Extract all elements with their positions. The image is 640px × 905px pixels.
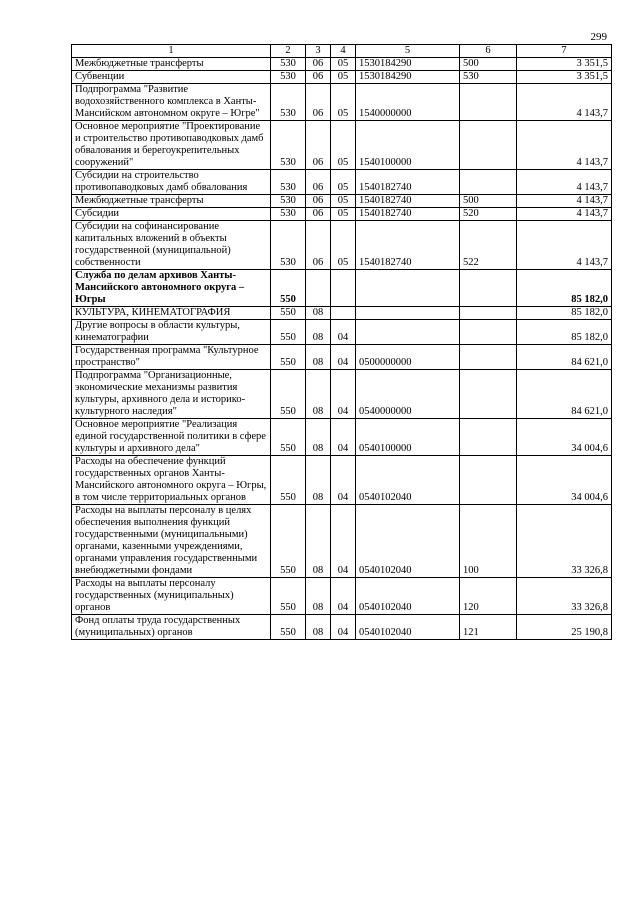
row-vr-cell: 100	[460, 505, 517, 578]
row-gr-cell: 530	[271, 195, 306, 208]
table-row	[72, 456, 612, 505]
row-sum-cell: 34 004,6	[517, 419, 612, 456]
column-header: 2	[271, 45, 306, 58]
column-header: 3	[306, 45, 331, 58]
row-sum-cell: 33 326,8	[517, 578, 612, 615]
row-rz-cell: 08	[306, 615, 331, 640]
row-name-cell: Межбюджетные трансферты	[72, 195, 271, 208]
row-gr-cell: 550	[271, 270, 306, 307]
table-row	[72, 615, 612, 640]
row-vr-cell	[460, 419, 517, 456]
column-header: 4	[331, 45, 356, 58]
row-vr-cell: 522	[460, 221, 517, 270]
row-rz-cell: 08	[306, 505, 331, 578]
row-pr-cell: 05	[331, 121, 356, 170]
row-gr-cell: 550	[271, 505, 306, 578]
row-csr-cell: 0500000000	[356, 345, 460, 370]
row-pr-cell: 04	[331, 456, 356, 505]
row-name-cell: Субсидии на софинансирование капитальных вложений в объекты государственной (муниципальной) собственности	[72, 221, 271, 270]
row-sum-cell: 4 143,7	[517, 208, 612, 221]
row-pr-cell: 05	[331, 221, 356, 270]
row-rz-cell: 06	[306, 58, 331, 71]
row-rz-cell: 06	[306, 71, 331, 84]
table-row	[72, 84, 612, 121]
row-name-cell: Фонд оплаты труда государственных (муниципальных) органов	[72, 615, 271, 640]
row-gr-cell: 530	[271, 71, 306, 84]
row-name-cell: Другие вопросы в области культуры, кинематографии	[72, 320, 271, 345]
table-row	[72, 195, 612, 208]
table-row	[72, 345, 612, 370]
row-name-cell: Расходы на выплаты персоналу в целях обеспечения выполнения функций государственными (муниципальными) органами, казенными учреждениями, органами управления государственными внебюджетными фондами	[72, 505, 271, 578]
row-sum-cell: 34 004,6	[517, 456, 612, 505]
row-vr-cell	[460, 121, 517, 170]
row-csr-cell: 0540102040	[356, 578, 460, 615]
row-vr-cell: 500	[460, 58, 517, 71]
row-csr-cell: 1540182740	[356, 208, 460, 221]
row-csr-cell: 0540000000	[356, 370, 460, 419]
row-csr-cell: 1540182740	[356, 170, 460, 195]
row-csr-cell	[356, 270, 460, 307]
row-gr-cell: 550	[271, 345, 306, 370]
row-sum-cell: 3 351,5	[517, 71, 612, 84]
row-csr-cell: 1530184290	[356, 71, 460, 84]
table-row	[72, 505, 612, 578]
row-rz-cell: 08	[306, 456, 331, 505]
row-name-cell: Подпрограмма "Развитие водохозяйственного комплекса в Ханты-Мансийском автономном округе – Югре"	[72, 84, 271, 121]
row-pr-cell: 05	[331, 71, 356, 84]
row-vr-cell	[460, 320, 517, 345]
row-pr-cell: 05	[331, 208, 356, 221]
row-rz-cell: 06	[306, 170, 331, 195]
row-rz-cell	[306, 270, 331, 307]
row-sum-cell: 84 621,0	[517, 345, 612, 370]
row-vr-cell	[460, 170, 517, 195]
row-vr-cell	[460, 345, 517, 370]
row-sum-cell: 33 326,8	[517, 505, 612, 578]
row-rz-cell: 08	[306, 307, 331, 320]
row-gr-cell: 550	[271, 615, 306, 640]
row-vr-cell: 530	[460, 71, 517, 84]
column-header: 6	[460, 45, 517, 58]
row-sum-cell: 4 143,7	[517, 170, 612, 195]
row-pr-cell: 05	[331, 84, 356, 121]
row-sum-cell: 85 182,0	[517, 307, 612, 320]
table-row	[72, 320, 612, 345]
column-header: 7	[517, 45, 612, 58]
row-pr-cell: 04	[331, 578, 356, 615]
table-row	[72, 307, 612, 320]
row-vr-cell: 121	[460, 615, 517, 640]
row-csr-cell: 1540000000	[356, 84, 460, 121]
row-rz-cell: 08	[306, 320, 331, 345]
row-pr-cell: 04	[331, 419, 356, 456]
row-csr-cell: 0540102040	[356, 505, 460, 578]
row-csr-cell: 1540182740	[356, 195, 460, 208]
row-name-cell: Субсидии	[72, 208, 271, 221]
row-sum-cell: 3 351,5	[517, 58, 612, 71]
row-name-cell: КУЛЬТУРА, КИНЕМАТОГРАФИЯ	[72, 307, 271, 320]
row-vr-cell	[460, 307, 517, 320]
row-name-cell: Государственная программа "Культурное пространство"	[72, 345, 271, 370]
row-rz-cell: 08	[306, 419, 331, 456]
row-csr-cell: 1540182740	[356, 221, 460, 270]
table-row	[72, 370, 612, 419]
row-name-cell: Межбюджетные трансферты	[72, 58, 271, 71]
row-gr-cell: 550	[271, 320, 306, 345]
table-row	[72, 121, 612, 170]
row-name-cell: Служба по делам архивов Ханты-Мансийского автономного округа – Югры	[72, 270, 271, 307]
row-rz-cell: 08	[306, 370, 331, 419]
row-gr-cell: 550	[271, 370, 306, 419]
row-name-cell: Подпрограмма "Организационные, экономические механизмы развития культуры, архивного дела и историко-культурного наследия"	[72, 370, 271, 419]
row-pr-cell: 04	[331, 345, 356, 370]
table-row	[72, 270, 612, 307]
table-row	[72, 208, 612, 221]
row-sum-cell: 4 143,7	[517, 221, 612, 270]
table-row	[72, 578, 612, 615]
row-sum-cell: 85 182,0	[517, 320, 612, 345]
row-csr-cell: 0540102040	[356, 456, 460, 505]
row-gr-cell: 530	[271, 84, 306, 121]
row-pr-cell: 05	[331, 58, 356, 71]
row-pr-cell: 04	[331, 615, 356, 640]
page-number: 299	[590, 31, 607, 43]
row-rz-cell: 06	[306, 195, 331, 208]
row-csr-cell: 1540100000	[356, 121, 460, 170]
row-csr-cell: 1530184290	[356, 58, 460, 71]
row-gr-cell: 530	[271, 58, 306, 71]
row-name-cell: Основное мероприятие "Проектирование и строительство противопаводковых дамб обвалования и берегоукрепительных сооружений"	[72, 121, 271, 170]
row-name-cell: Субсидии на строительство противопаводковых дамб обвалования	[72, 170, 271, 195]
row-vr-cell	[460, 270, 517, 307]
row-pr-cell: 04	[331, 320, 356, 345]
row-rz-cell: 08	[306, 578, 331, 615]
table-row	[72, 221, 612, 270]
row-rz-cell: 08	[306, 345, 331, 370]
column-header: 1	[72, 45, 271, 58]
table-row	[72, 58, 612, 71]
row-sum-cell: 84 621,0	[517, 370, 612, 419]
row-gr-cell: 530	[271, 170, 306, 195]
row-csr-cell	[356, 307, 460, 320]
row-vr-cell	[460, 456, 517, 505]
row-sum-cell: 25 190,8	[517, 615, 612, 640]
table-row	[72, 170, 612, 195]
row-rz-cell: 06	[306, 208, 331, 221]
row-gr-cell: 550	[271, 456, 306, 505]
row-pr-cell	[331, 307, 356, 320]
row-vr-cell: 500	[460, 195, 517, 208]
row-name-cell: Субвенции	[72, 71, 271, 84]
row-rz-cell: 06	[306, 84, 331, 121]
row-pr-cell: 05	[331, 195, 356, 208]
row-pr-cell: 04	[331, 370, 356, 419]
row-rz-cell: 06	[306, 221, 331, 270]
row-pr-cell	[331, 270, 356, 307]
row-gr-cell: 550	[271, 578, 306, 615]
row-vr-cell: 120	[460, 578, 517, 615]
row-name-cell: Основное мероприятие "Реализация единой государственной политики в сфере культуры и архивного дела"	[72, 419, 271, 456]
row-name-cell: Расходы на выплаты персоналу государственных (муниципальных) органов	[72, 578, 271, 615]
row-csr-cell	[356, 320, 460, 345]
row-gr-cell: 550	[271, 419, 306, 456]
row-vr-cell	[460, 84, 517, 121]
row-gr-cell: 530	[271, 121, 306, 170]
budget-table	[71, 44, 612, 640]
row-vr-cell	[460, 370, 517, 419]
column-header: 5	[356, 45, 460, 58]
row-rz-cell: 06	[306, 121, 331, 170]
row-pr-cell: 05	[331, 170, 356, 195]
row-csr-cell: 0540102040	[356, 615, 460, 640]
row-pr-cell: 04	[331, 505, 356, 578]
row-gr-cell: 530	[271, 208, 306, 221]
row-sum-cell: 4 143,7	[517, 121, 612, 170]
table-row	[72, 71, 612, 84]
row-csr-cell: 0540100000	[356, 419, 460, 456]
row-gr-cell: 550	[271, 307, 306, 320]
table-row	[72, 419, 612, 456]
column-header-row	[72, 45, 612, 58]
row-sum-cell: 85 182,0	[517, 270, 612, 307]
row-gr-cell: 530	[271, 221, 306, 270]
row-vr-cell: 520	[460, 208, 517, 221]
row-sum-cell: 4 143,7	[517, 195, 612, 208]
row-sum-cell: 4 143,7	[517, 84, 612, 121]
row-name-cell: Расходы на обеспечение функций государственных органов Ханты-Мансийского автономного округа – Югры, в том числе территориальных органов	[72, 456, 271, 505]
